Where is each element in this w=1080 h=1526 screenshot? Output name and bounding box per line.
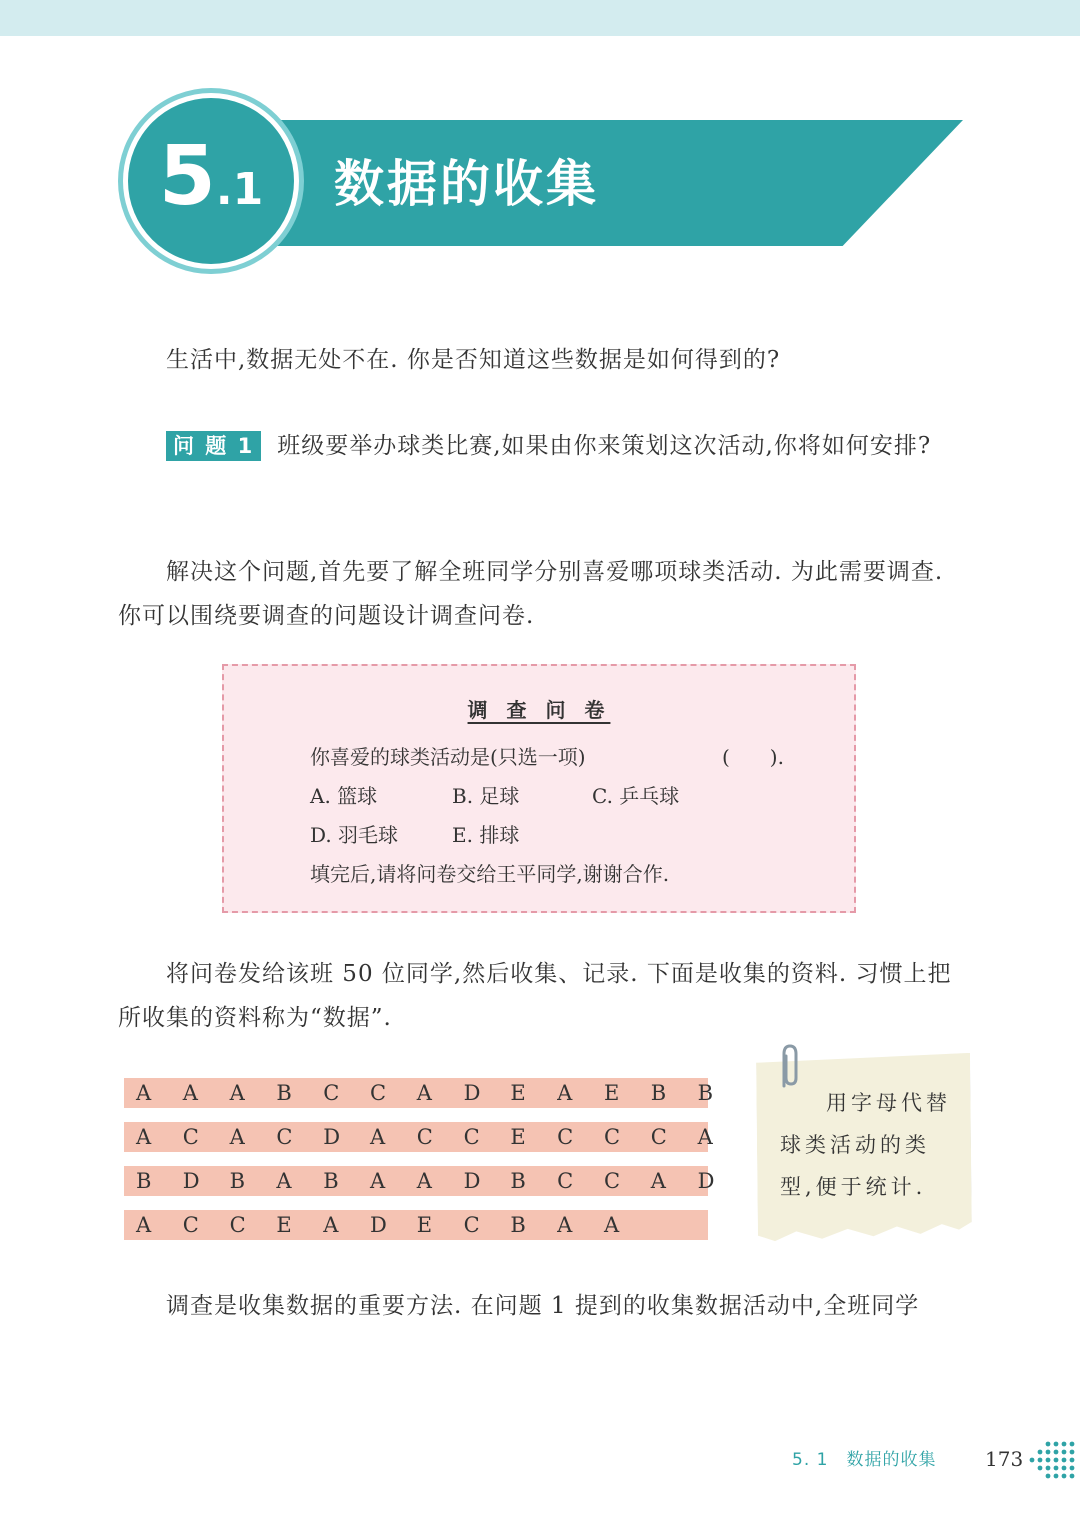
data-paragraph: 将问卷发给该班 50 位同学,然后收集、记录. 下面是收集的资料. 习惯上把所收集的资料称为“数据”.: [118, 961, 952, 1031]
data-cell: B: [229, 1169, 246, 1193]
data-cell: D: [323, 1125, 341, 1149]
data-cell: C: [369, 1081, 387, 1105]
data-cell: A: [603, 1213, 620, 1237]
survey-blank: ( ).: [722, 745, 784, 769]
survey-option-a: A. 篮球: [310, 784, 378, 808]
data-cell: A: [557, 1213, 573, 1237]
data-cell: C: [463, 1213, 480, 1237]
data-cell: B: [510, 1213, 526, 1237]
survey-option-e: E. 排球: [452, 823, 520, 847]
data-cell: B: [323, 1169, 339, 1193]
survey-option-c: C. 乒乓球: [592, 784, 680, 808]
survey-question: 你喜爱的球类活动是(只选一项): [310, 745, 586, 769]
data-cell: E: [603, 1081, 620, 1105]
data-cell: E: [510, 1081, 526, 1105]
solution-paragraph: 解决这个问题,首先要了解全班同学分别喜爱哪项球类活动. 为此需要调查. 你可以围绕要调查的问题设计调查问卷.: [118, 559, 944, 629]
data-cell: C: [276, 1125, 293, 1149]
data-cell: A: [182, 1081, 198, 1105]
page-title: 数据的收集: [334, 155, 599, 213]
data-row-4: [124, 1210, 708, 1240]
survey-footer: 填完后,请将问卷交给王平同学,谢谢合作.: [310, 862, 670, 886]
data-cell: A: [697, 1125, 713, 1149]
data-cell: D: [463, 1081, 481, 1105]
data-cell: A: [136, 1125, 152, 1149]
data-cell: A: [229, 1125, 245, 1149]
data-cell: A: [276, 1169, 292, 1193]
data-cell: D: [463, 1169, 481, 1193]
data-cell: C: [603, 1125, 621, 1149]
survey-box: [222, 664, 856, 913]
problem-paragraph: [118, 424, 963, 468]
survey-option-b: B. 足球: [452, 784, 520, 808]
data-cell: A: [136, 1213, 152, 1237]
data-cell: B: [697, 1081, 713, 1105]
data-cell: D: [697, 1169, 715, 1193]
data-cell: D: [369, 1213, 387, 1237]
data-cell: C: [557, 1169, 574, 1193]
intro-paragraph: 生活中,数据无处不在. 你是否知道这些数据是如何得到的?: [166, 347, 781, 373]
survey-title: 调 查 问 卷: [467, 698, 611, 722]
data-cell: E: [416, 1213, 433, 1237]
data-cell: E: [510, 1125, 526, 1149]
data-cell: B: [650, 1081, 667, 1105]
data-cell: B: [136, 1169, 152, 1193]
footer-section: 5. 1 数据的收集: [792, 1450, 937, 1470]
data-cell: C: [557, 1125, 574, 1149]
data-row-2: [124, 1122, 713, 1152]
sticky-note-text: 用字母代替球类活动的类型,便于统计.: [780, 1091, 951, 1199]
data-cell: C: [416, 1125, 433, 1149]
data-cell: A: [369, 1169, 386, 1193]
data-cell: A: [650, 1169, 666, 1193]
data-cell: A: [416, 1169, 432, 1193]
data-cell: C: [182, 1213, 199, 1237]
data-cell: B: [510, 1169, 526, 1193]
data-cell: A: [136, 1081, 152, 1105]
data-cell: C: [229, 1213, 246, 1237]
dot-grid-icon: [1028, 1440, 1078, 1480]
data-cell: C: [182, 1125, 199, 1149]
data-cell: C: [603, 1169, 621, 1193]
top-band: [0, 0, 1080, 36]
section-number: [128, 98, 294, 264]
data-cell: E: [276, 1213, 292, 1237]
data-cell: C: [463, 1125, 480, 1149]
data-cell: A: [323, 1213, 339, 1237]
data-cell: D: [182, 1169, 200, 1193]
page-number: 173: [985, 1447, 1024, 1471]
data-cell: A: [229, 1081, 245, 1105]
data-cell: A: [557, 1081, 573, 1105]
problem-tag: 问 题 1: [166, 431, 261, 461]
method-paragraph: 调查是收集数据的重要方法. 在问题 1 提到的收集数据活动中,全班同学: [166, 1293, 920, 1319]
data-cell: C: [650, 1125, 667, 1149]
data-row-1: [124, 1078, 713, 1108]
section-number-major: 5: [158, 129, 216, 224]
data-cell: A: [416, 1081, 432, 1105]
section-number-minor: .1: [215, 164, 264, 215]
survey-option-d: D. 羽毛球: [310, 823, 399, 847]
data-cell: C: [323, 1081, 340, 1105]
problem-text: 班级要举办球类比赛,如果由你来策划这次活动,你将如何安排?: [277, 433, 932, 459]
data-cell: A: [369, 1125, 386, 1149]
data-cell: B: [276, 1081, 292, 1105]
data-row-3: [124, 1166, 715, 1196]
